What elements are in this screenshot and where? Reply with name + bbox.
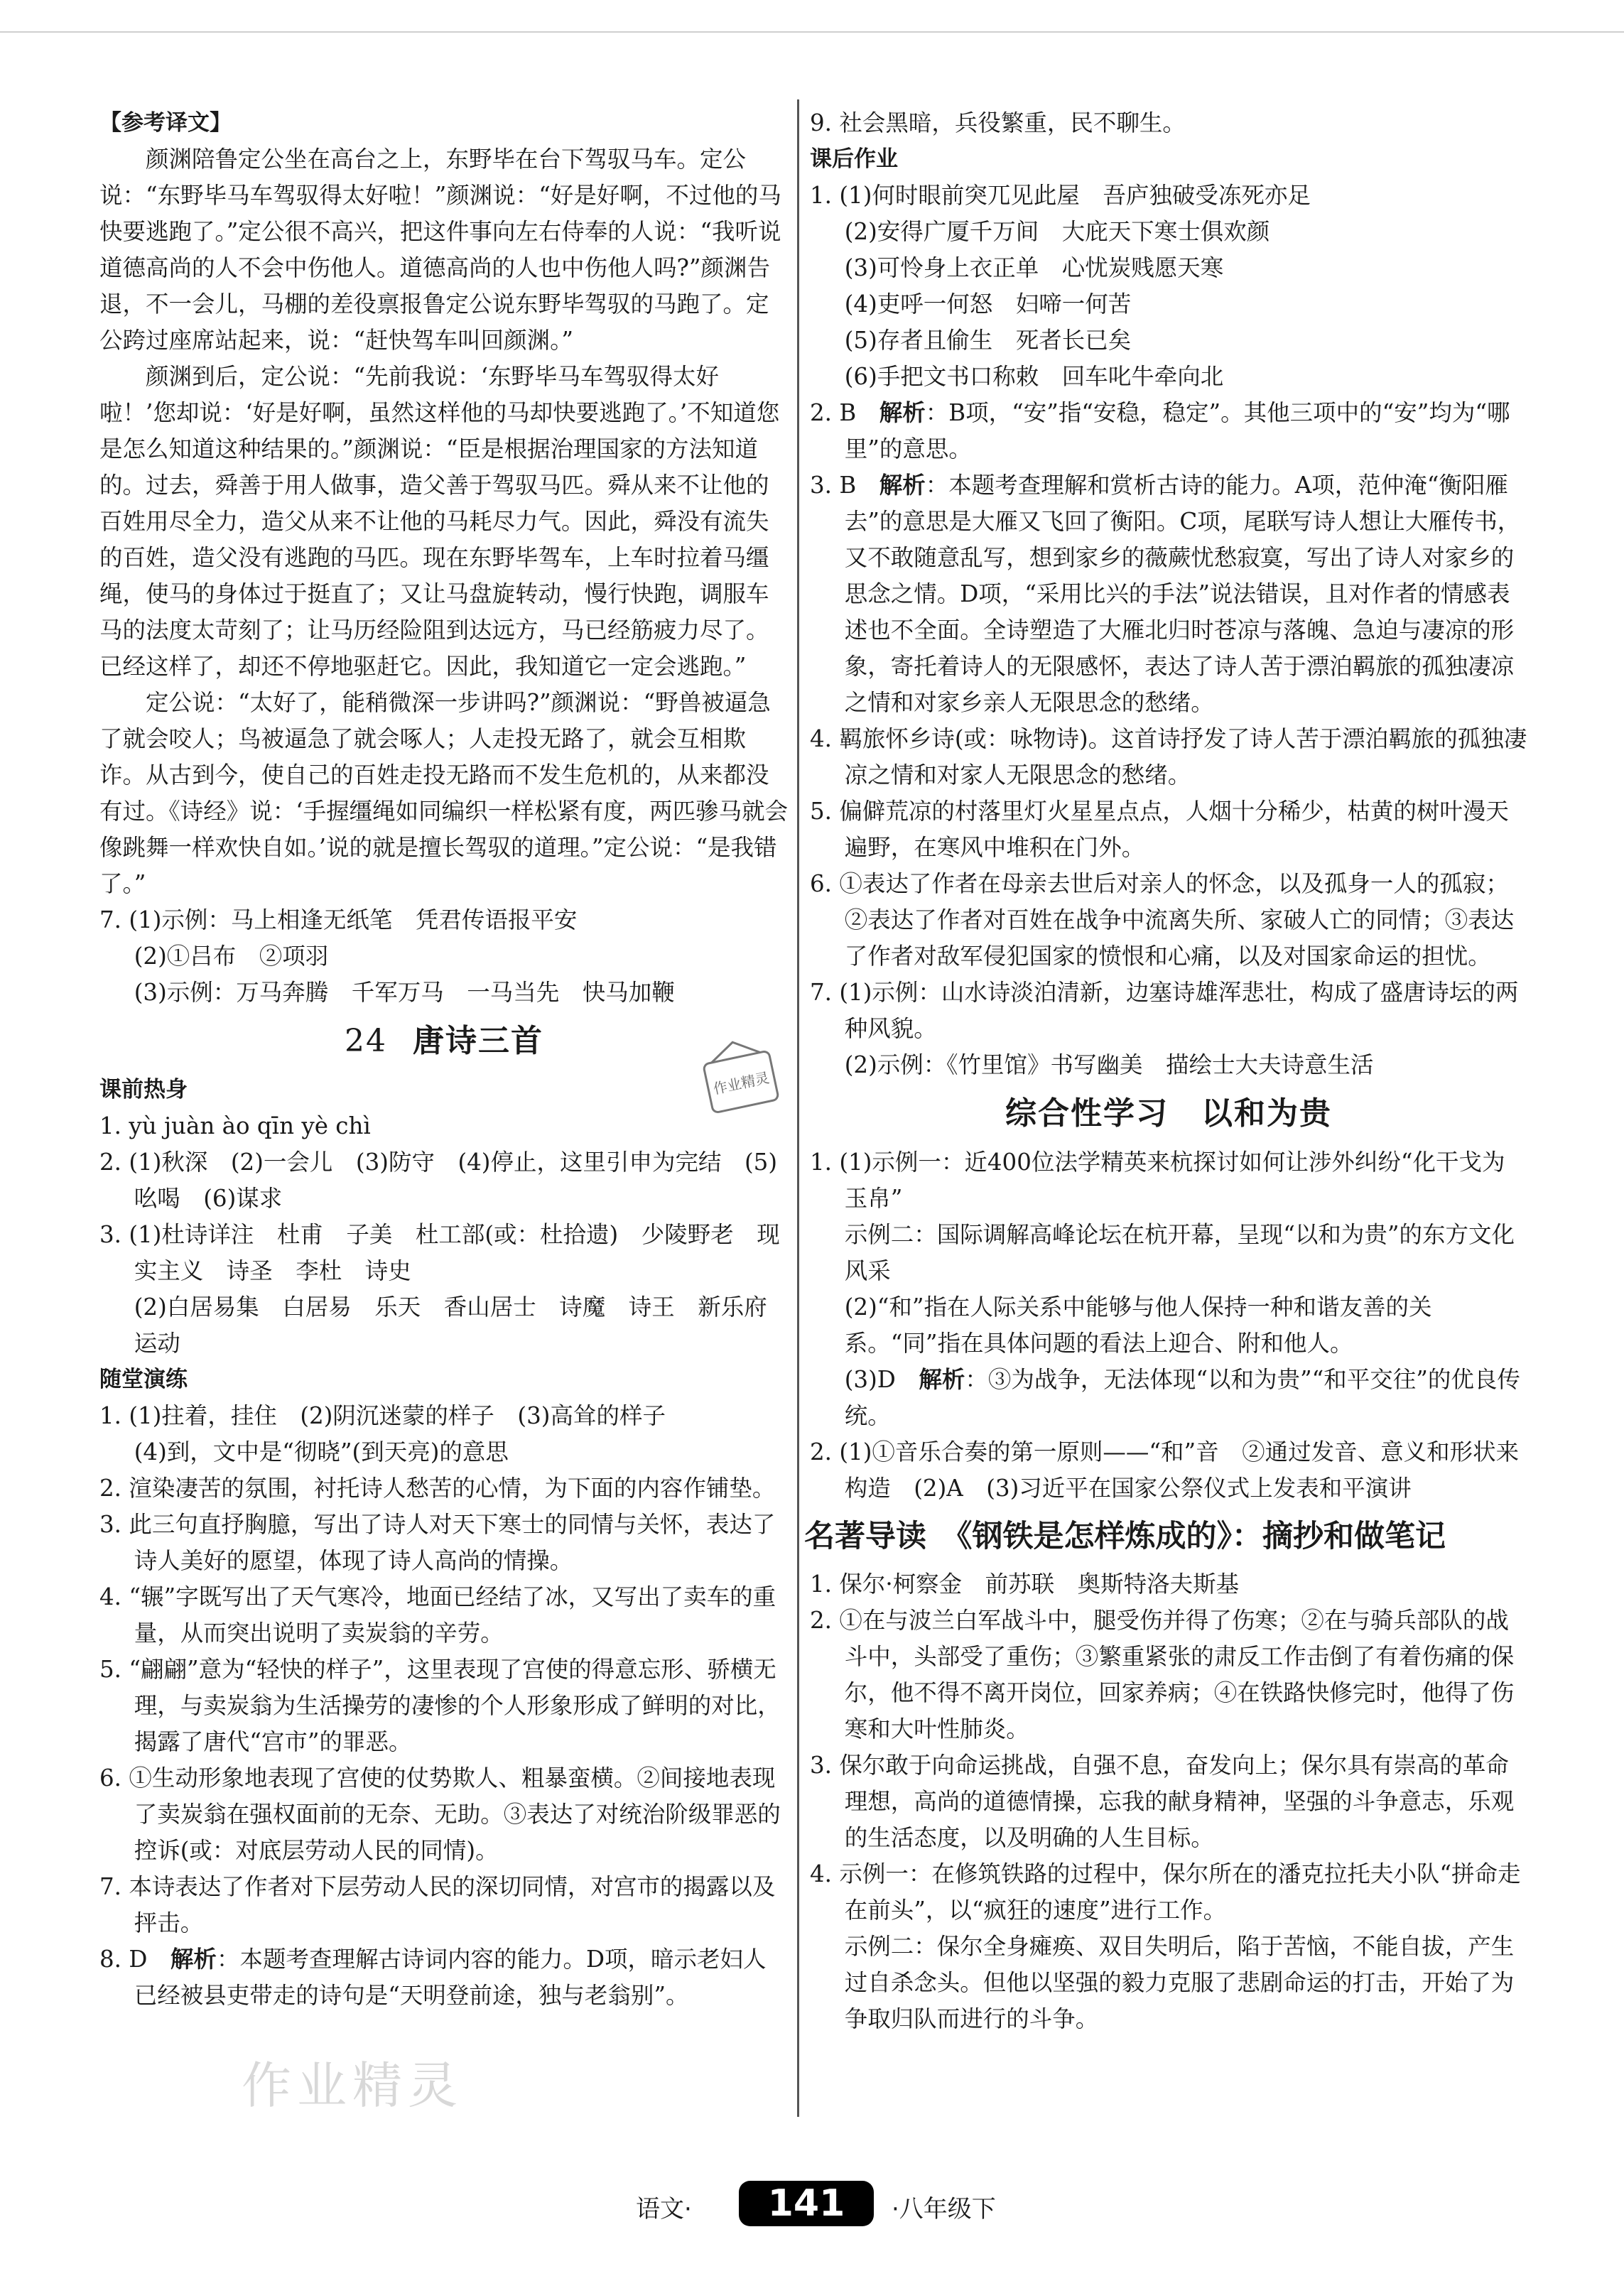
translation-label: 【参考译文】 (99, 110, 232, 136)
warmup-1: 1. yù juàn ào qīn yè chì (99, 1112, 371, 1139)
comp-1-3-text: ：③为战争，无法体现“以和为贵”“和平交往”的优良传统。 (844, 1366, 1520, 1429)
section-24-title (99, 1011, 789, 1072)
watermark: 作业精灵 (242, 2056, 463, 2115)
homework-3-label: 解析 (879, 472, 926, 499)
comp-1-3-label: 解析 (919, 1366, 965, 1393)
warmup-3-1: 3. (1)杜诗详注 杜甫 子美 杜工部(或：杜拾遗) 少陵野老 现实主义 诗圣 李杜 诗史 (99, 1221, 780, 1284)
translation-para-1: 颜渊陪鲁定公坐在高台之上，东野毕在台下驾驭马车。定公说：“东野毕马车驾驭得太好啦！”颜渊说：“好是好啊，不过他的马快要逃跑了。”定公很不高兴，把这件事向左右侍奉的人说：“我听说道德高尚的人不会中伤他人。道德高尚的人也中伤他人吗?”颜渊告退，不一会儿，马棚的差役禀报鲁定公说东野毕驾驭的马跑了。定公跨过座席站起来，说：“赶快驾车叫回颜渊。” (99, 146, 781, 354)
left-column (99, 105, 789, 2014)
homework-7-1: 7. (1)示例：山水诗淡泊清新，边塞诗雄浑悲壮，构成了盛唐诗坛的两种风貌。 (810, 979, 1519, 1042)
comp-1-1b: 示例二：国际调解高峰论坛在杭开幕，呈现“以和为贵”的东方文化风采 (844, 1221, 1515, 1284)
homework-1-4: (4)吏呼一何怒 妇啼一何苦 (844, 291, 1132, 318)
practice-label: 随堂演练 (99, 1367, 188, 1392)
homework-1-1: 1. (1)何时眼前突兀见此屋 吾庐独破受冻死亦足 (810, 182, 1311, 209)
homework-1-2: (2)安得广厦千万间 大庇天下寒士俱欢颜 (844, 218, 1270, 245)
book-1: 1. 保尔·柯察金 前苏联 奥斯特洛夫斯基 (810, 1571, 1240, 1598)
homework-5: 5. 偏僻荒凉的村落里灯火星星点点，人烟十分稀少，枯黄的树叶漫天遍野，在寒风中堆积在门外。 (810, 798, 1509, 861)
book-4a: 4. 示例一：在修筑铁路的过程中，保尔所在的潘克拉托夫小队“拼命走在前头”，以“疯狂的速度”进行工作。 (810, 1860, 1521, 1924)
homework-2-label: 解析 (879, 399, 926, 426)
top-rule (0, 31, 1624, 33)
answer-7-2: (2)①吕布 ②项羽 (134, 943, 329, 970)
practice-2: 2. 渲染凄苦的氛围，衬托诗人愁苦的心情，为下面的内容作铺垫。 (99, 1475, 776, 1502)
book-2: 2. ①在与波兰白军战斗中，腿受伤并得了伤寒；②在与骑兵部队的战斗中，头部受了重伤；③繁重紧张的肃反工作击倒了有着伤痛的保尔，他不得不离开岗位，回家养病；④在铁路快修完时，他得了伤寒和大叶性肺炎。 (810, 1607, 1515, 1742)
practice-7: 7. 本诗表达了作者对下层劳动人民的深切同情，对宫市的揭露以及抨击。 (99, 1873, 776, 1936)
footer-subject: 语文· (636, 2195, 692, 2223)
page-footer (0, 2181, 1624, 2231)
practice-4: 4. “辗”字既写出了天气寒冷，地面已经结了冰，又写出了卖车的重量，从而突出说明了卖炭翁的辛劳。 (99, 1583, 776, 1647)
comp-1-2: (2)“和”指在人际关系中能够与他人保持一种和谐友善的关系。“同”指在具体问题的看法上迎合、附和他人。 (844, 1294, 1432, 1357)
section-24-name: 唐诗三首 (413, 1023, 543, 1059)
section-comprehensive-title: 综合性学习 以和为贵 (1005, 1095, 1332, 1132)
warmup-3-2: (2)白居易集 白居易 乐天 香山居士 诗魔 诗王 新乐府运动 (134, 1294, 767, 1357)
comp-2: 2. (1)①音乐合奏的第一原则——“和”音 ②通过发音、意义和形状来构造 (2)A (3)习近平在国家公祭仪式上发表和平演讲 (810, 1438, 1520, 1502)
practice-8-text: ：本题考查理解古诗词内容的能力。D项，暗示老妇人已经被县吏带走的诗句是“天明登前途，独与老翁别”。 (134, 1946, 767, 2009)
homework-3-text: ：本题考查理解和赏析古诗的能力。A项，范仲淹“衡阳雁去”的意思是大雁又飞回了衡阳。C项，尾联写诗人想让大雁传书，又不敢随意乱写，想到家乡的薇蕨忧愁寂寞，写出了诗人对家乡的思念之情。D项，“采用比兴的手法”说法错误，且对作者的情感表述也不全面。全诗塑造了大雁北归时苍凉与落魄、急迫与凄凉的形象，寄托着诗人的无限感怀，表达了诗人苦于漂泊羁旅的孤独凄凉之情和对家乡亲人无限思念的愁绪。 (844, 472, 1521, 716)
answer-9: 9. 社会黑暗，兵役繁重，民不聊生。 (810, 109, 1186, 136)
column-divider (797, 99, 799, 2117)
section-book-title: 名著导读 《钢铁是怎样炼成的》：摘抄和做笔记 (804, 1519, 1446, 1554)
homework-1-5: (5)存者且偷生 死者长已矣 (844, 327, 1132, 354)
homework-label: 课后作业 (810, 146, 898, 172)
practice-8-num: 8. D (99, 1946, 148, 1973)
book-4b: 示例二：保尔全身瘫痪、双目失明后，陷于苦恼，不能自拔，产生过自杀念头。但他以坚强的毅力克服了悲剧命运的打击，开始了为争取归队而进行的斗争。 (844, 1933, 1515, 2032)
translation-para-2: 颜渊到后，定公说：“先前我说：‘东野毕马车驾驭得太好啦！’您却说：‘好是好啊，虽然这样他的马却快要逃跑了。’不知道您是怎么知道这种结果的。”颜渊说：“臣是根据治理国家的方法知道的。过去，舜善于用人做事，造父善于驾驭马匹。舜从来不让他的百姓用尽全力，造父从来不让他的马耗尽力气。因此，舜没有流失的百姓，造父没有逃跑的马匹。现在东野毕驾车，上车时拉着马缰绳，使马的身体过于挺直了；又让马盘旋转动，慢行快跑，调服车马的法度太苛刻了；让马历经险阻到达远方，马已经筋疲力尽了。已经这样了，却还不停地驱赶它。因此，我知道它一定会逃跑。” (99, 363, 780, 680)
answer-7-1: 7. (1)示例：马上相逢无纸笔 凭君传语报平安 (99, 906, 578, 933)
comp-1-1: 1. (1)示例一：近400位法学精英来杭探讨如何让涉外纠纷“化干戈为玉帛” (810, 1149, 1505, 1212)
stamp-graphic (688, 1029, 794, 1135)
practice-6: 6. ①生动形象地表现了宫使的仗势欺人、粗暴蛮横。②间接地表现了卖炭翁在强权面前的无奈、无助。③表达了对统治阶级罪恶的控诉(或：对底层劳动人民的同情)。 (99, 1765, 781, 1864)
homework-2 (810, 395, 1527, 467)
practice-8 (99, 1941, 789, 2014)
page-number: 141 (739, 2181, 874, 2226)
translation-para-3: 定公说：“太好了，能稍微深一步讲吗?”颜渊说：“野兽被逼急了就会咬人；鸟被逼急了就会啄人；人走投无路了，就会互相欺诈。从古到今，使自己的百姓走投无路而不发生危机的，从来都没有过。《诗经》说：‘手握缰绳如同编织一样松紧有度，两匹骖马就会像跳舞一样欢快自如。’说的就是擅长驾驭的道理。”定公说：“是我错了。” (99, 689, 789, 897)
warmup-label: 课前热身 (99, 1077, 188, 1102)
homework-3 (810, 467, 1527, 721)
homework-1-6: (6)手把文书口称敕 回车叱牛牵向北 (844, 363, 1224, 390)
homework-4: 4. 羁旅怀乡诗(或：咏物诗)。这首诗抒发了诗人苦于漂泊羁旅的孤独凄凉之情和对家人无限思念的愁绪。 (810, 725, 1527, 788)
practice-1a: 1. (1)拄着，挂住 (2)阴沉迷蒙的样子 (3)高耸的样子 (99, 1402, 666, 1429)
comp-1-3-num: (3)D (844, 1366, 896, 1393)
footer-grade: ·八年级下 (892, 2195, 996, 2223)
right-column (804, 105, 1527, 2037)
homework-6: 6. ①表达了作者在母亲去世后对亲人的怀念，以及孤身一人的孤寂；②表达了作者对百姓在战争中流离失所、家破人亡的同情；③表达了作者对敌军侵犯国家的愤恨和心痛，以及对国家命运的担忧。 (810, 870, 1515, 970)
section-24-number: 24 (345, 1023, 387, 1059)
book-3: 3. 保尔敢于向命运挑战，自强不息，奋发向上；保尔具有崇高的革命理想，高尚的道德情操，忘我的献身精神，坚强的斗争意志，乐观的生活态度，以及明确的人生目标。 (810, 1752, 1515, 1851)
homework-2-num: 2. B (810, 399, 857, 426)
practice-8-label: 解析 (170, 1946, 217, 1973)
practice-3: 3. 此三句直抒胸臆，写出了诗人对天下寒士的同情与关怀，表达了诗人美好的愿望，体现了诗人高尚的情操。 (99, 1511, 776, 1574)
homework-1-3: (3)可怜身上衣正单 心忧炭贱愿天寒 (844, 254, 1224, 281)
answer-7-3: (3)示例：万马奔腾 千军万马 一马当先 快马加鞭 (134, 979, 675, 1006)
stamp-text: 作业精灵 (711, 1068, 772, 1098)
homework-7-2: (2)示例：《竹里馆》书写幽美 描绘士大夫诗意生活 (844, 1051, 1374, 1078)
practice-1b: (4)到，文中是“彻晓”(到天亮)的意思 (134, 1438, 509, 1465)
homework-3-num: 3. B (810, 472, 857, 499)
homework-2-text: ：B项，“安”指“安稳，稳定”。其他三项中的“安”均为“哪里”的意思。 (844, 399, 1510, 462)
comp-1-3 (810, 1362, 1527, 1434)
practice-5: 5. “翩翩”意为“轻快的样子”，这里表现了宫使的得意忘形、骄横无理，与卖炭翁为生活操劳的凄惨的个人形象形成了鲜明的对比，揭露了唐代“宫市”的罪恶。 (99, 1656, 781, 1755)
warmup-2: 2. (1)秋深 (2)一会儿 (3)防守 (4)停止，这里引申为完结 (5)吆喝 (6)谋求 (99, 1149, 778, 1212)
